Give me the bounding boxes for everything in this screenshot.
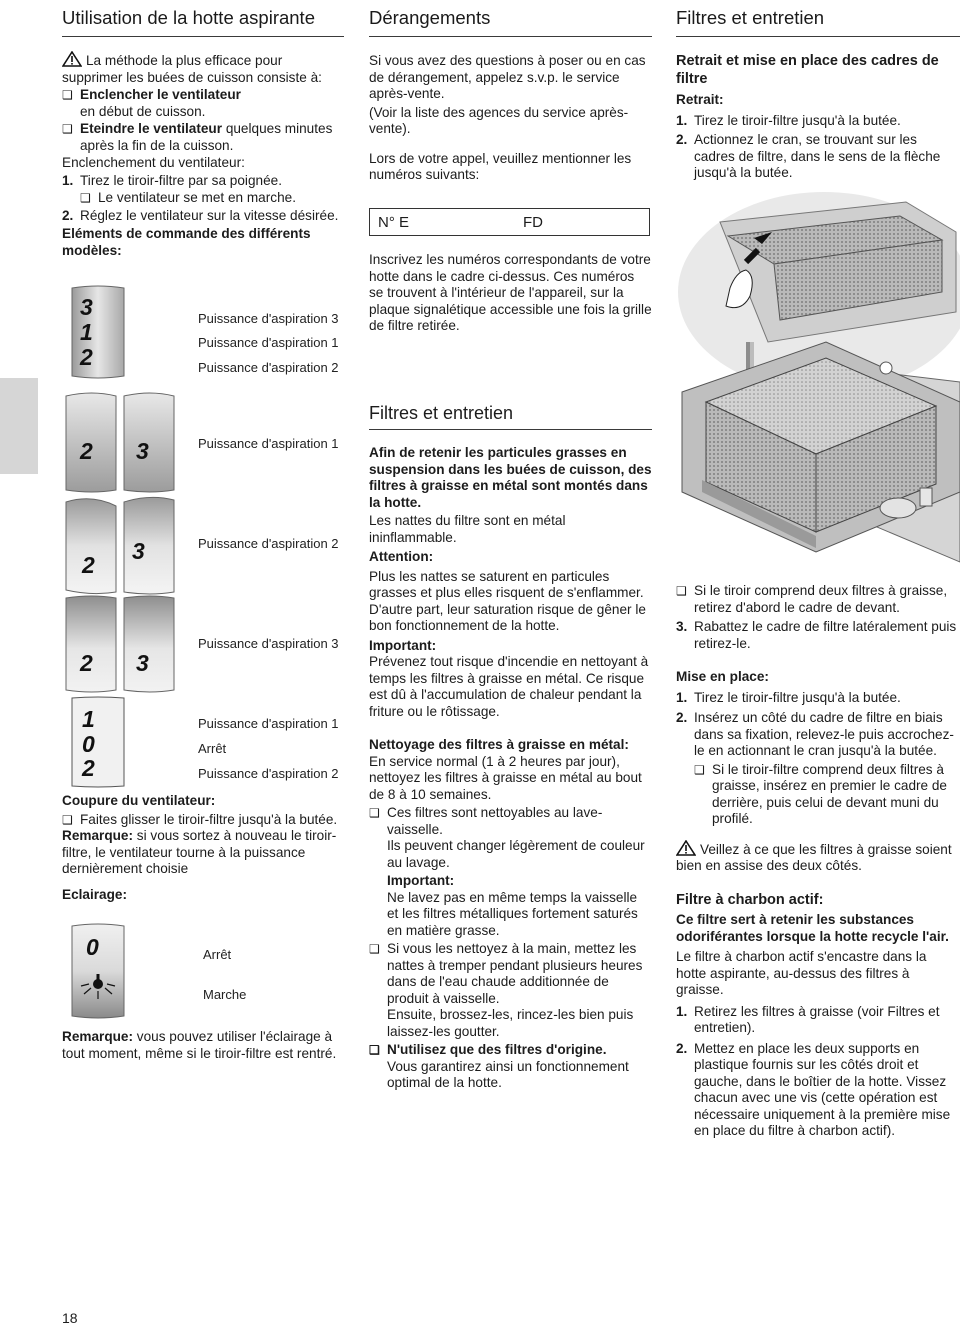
- section-title: Utilisation de la hotte aspirante: [62, 7, 315, 28]
- subheading: Coupure du ventilateur:: [62, 793, 216, 808]
- knob-label: Puissance d'aspiration 2: [198, 766, 339, 781]
- knob-graphic: [62, 494, 182, 596]
- light-switch: [66, 922, 130, 1020]
- step-2: 2. Insérez un côté du cadre de filtre en biais dans sa fixation, relevez-le puis accrochez-le en actionnant le cran jusqu'à la butée.: [676, 710, 954, 758]
- list-item: ❑ Si vous les nettoyez à la main, mettez les nattes à tremper pendant plusieurs heures dans de l'eau chaude additionnée de produit à vaisselle.: [369, 941, 652, 1007]
- warning-icon: [62, 51, 82, 67]
- page-side-tab: [0, 378, 38, 474]
- page-number: 18: [62, 1310, 78, 1326]
- subheading: Eléments de commande des différents modèles:: [62, 226, 311, 258]
- subheading: Mise en place:: [676, 669, 769, 684]
- knob-digit: 0: [86, 934, 99, 960]
- filter-removal-illustration: [676, 192, 960, 572]
- section-header: [369, 388, 652, 430]
- step-1: 1. Tirez le tiroir-filtre par sa poignée.: [62, 172, 282, 188]
- body-text: Plus les nattes se saturent en particules grasses et plus elles risquent de s'enflammer. D'autre part, leur saturation risque de gêner le bon fonctionnement de la hotte.: [369, 568, 646, 633]
- lamp-icon: [78, 972, 118, 1002]
- remark-block: [62, 1029, 344, 1062]
- step-1: 1. Retirez les filtres à graisse (voir Filtres et entretien).: [676, 1003, 940, 1035]
- knob-graphic: [66, 284, 130, 380]
- lead-text: Ce filtre sert à retenir les substances odoriférantes lorsque la hotte recycle l'air.: [676, 912, 949, 944]
- subheading: Important:: [369, 637, 437, 653]
- coupure-block: [62, 793, 344, 903]
- section-header: [676, 0, 960, 37]
- list-item: ❑ Faites glisser le tiroir-filtre jusqu'à la butée.: [62, 812, 344, 829]
- troubleshooting-block: [369, 53, 652, 184]
- warning-text: Veillez à ce que les filtres à graisse soient bien en assise des deux côtés.: [676, 841, 952, 873]
- list-item: ❑ Le ventilateur se met en marche.: [80, 190, 344, 207]
- section-title: Filtres et entretien: [369, 403, 514, 423]
- body-text: (Voir la liste des agences du service après-vente).: [369, 104, 629, 136]
- light-label: Arrêt: [203, 947, 232, 962]
- knob-graphic: [62, 594, 182, 694]
- section-title: Filtres et entretien: [676, 7, 825, 28]
- knob-digit: 2: [80, 344, 93, 370]
- serial-note-block: [369, 252, 652, 335]
- body-text: Ils peuvent changer légèrement de couleur au lavage.: [387, 838, 645, 870]
- body-text: En service normal (1 à 2 heures par jour), nettoyez les filtres à graisse en métal au bout de 8 à 10 semaines.: [369, 753, 642, 802]
- body-text: Le filtre à charbon actif s'encastre dans la hotte aspirante, au-dessus des filtres à graisse.: [676, 949, 927, 997]
- knob-digit: 1: [80, 319, 93, 345]
- subheading: Important:: [387, 873, 455, 888]
- column-usage: [62, 0, 344, 1325]
- knob-label: Puissance d'aspiration 1: [198, 436, 339, 451]
- list-item: ❑ Si le tiroir-filtre comprend deux filtres à graisse, insérez en premier le cadre de derrière, puis celui de devant muni du profilé.: [694, 762, 960, 828]
- column-troubleshooting: [369, 0, 652, 1325]
- subheading: Retrait et mise en place des cadres de filtre: [676, 53, 939, 87]
- knob-label: Puissance d'aspiration 1: [198, 335, 339, 350]
- light-label: Marche: [203, 987, 247, 1002]
- knob-label: Puissance d'aspiration 2: [198, 360, 339, 375]
- filters-block: [369, 445, 652, 1092]
- body-text: Ne lavez pas en même temps la vaisselle et les filtres métalliques fortement saturés en matière grasse.: [387, 889, 638, 938]
- control-knob-pair: [62, 594, 182, 694]
- step-2: 2. Réglez le ventilateur sur la vitesse désirée.: [62, 207, 339, 223]
- section-header: [62, 0, 344, 37]
- knob-digit: 0: [82, 731, 95, 757]
- knob-digit: 2: [82, 552, 95, 578]
- knob-label: Puissance d'aspiration 2: [198, 536, 339, 551]
- note-text: Remarque: vous pouvez utiliser l'éclairage à tout moment, même si le tiroir-filtre est rentré.: [62, 1029, 337, 1061]
- knob-label: Puissance d'aspiration 1: [198, 716, 339, 731]
- list-item: ❑ N'utilisez que des filtres d'origine.: [369, 1042, 652, 1059]
- knob-label: Arrêt: [198, 741, 227, 756]
- step-1: 1. Tirez le tiroir-filtre jusqu'à la butée.: [676, 112, 901, 128]
- serial-number-box: [369, 208, 650, 236]
- list-item: ❑ Si le tiroir comprend deux filtres à graisse, retirez d'abord le cadre de devant.: [676, 583, 960, 616]
- knob-label: Puissance d'aspiration 3: [198, 636, 339, 651]
- control-knob-pair: [62, 494, 182, 596]
- subheading: Retrait:: [676, 92, 724, 107]
- knob-graphic: [66, 696, 130, 788]
- step-2: 2. Actionnez le cran, se trouvant sur les cadres de filtre, dans le sens de la flèche jusqu'à la butée.: [676, 132, 941, 180]
- list-item: ❑ Eteindre le ventilateur quelques minutes après la fin de la cuisson.: [62, 121, 344, 154]
- body-text: Inscrivez les numéros correspondants de votre hotte dans le cadre ci-dessus. Ces numéros se trouvent à l'intérieur de l'appareil, sur la plaque signalétique accessible une fois la grille de filtre retirée.: [369, 252, 652, 333]
- intro-text: La méthode la plus efficace pour supprimer les buées de cuisson consiste à:: [62, 53, 322, 85]
- knob-digit: 2: [80, 438, 93, 464]
- body-text: Ensuite, brossez-les, rincez-les bien puis laissez-les goutter.: [387, 1007, 634, 1039]
- subheading: Attention:: [369, 549, 434, 564]
- note-text: Remarque: si vous sortez à nouveau le tiroir-filtre, le ventilateur tourne à la puissance dernièrement choisie: [62, 828, 337, 876]
- body-text: Prévenez tout risque d'incendie en nettoyant à temps les filtres à graisse en métal. Ce risque est dû à l'accumulation de chaleur pendant la friture ou le rôtissage.: [369, 654, 649, 719]
- knob-digit: 2: [80, 650, 93, 676]
- list-item: ❑ Ces filtres sont nettoyables au lave-vaisselle.: [369, 805, 652, 838]
- ne-label: N° E: [378, 214, 410, 231]
- body-text: Vous garantirez ainsi un fonctionnement optimal de la hotte.: [387, 1058, 629, 1090]
- step-3: 3. Rabattez le cadre de filtre latéralement puis retirez-le.: [676, 619, 957, 651]
- body-text: Les nattes du filtre sont en métal ininflammable.: [369, 513, 566, 545]
- lead-text: Afin de retenir les particules grasses en suspension dans les buées de cuisson, des filtres à graisse en métal sont montés dans la hotte.: [369, 445, 652, 510]
- control-knob-1-0-2: [66, 696, 130, 788]
- knob-digit: 2: [82, 755, 95, 781]
- section-title: Dérangements: [369, 7, 491, 28]
- list-item: ❑ Enclencher le ventilateur en début de cuisson.: [62, 87, 344, 120]
- knob-label: Puissance d'aspiration 3: [198, 311, 339, 326]
- control-knob-3-1-2: [66, 284, 130, 380]
- knob-digit: 3: [80, 294, 93, 320]
- control-knob-pair: [62, 390, 182, 494]
- knob-digit: 3: [136, 650, 149, 676]
- subheading: Enclenchement du ventilateur:: [62, 155, 245, 170]
- subheading: Nettoyage des filtres à graisse en métal:: [369, 737, 629, 752]
- body-text: Si vous avez des questions à poser ou en cas de dérangement, appelez s.v.p. le service après-vente.: [369, 53, 646, 101]
- subheading: Eclairage:: [62, 886, 127, 902]
- warning-icon: [676, 840, 696, 856]
- knob-digit: 1: [82, 706, 95, 732]
- fd-label: FD: [523, 214, 543, 231]
- mise-en-place-block: [676, 583, 960, 1140]
- step-1: 1. Tirez le tiroir-filtre jusqu'à la butée.: [676, 689, 901, 705]
- section-header: [369, 0, 652, 37]
- retrait-block: [676, 52, 960, 182]
- step-2: 2. Mettez en place les deux supports en plastique fournis sur les côtés droit et gauche, dans le boîtier de la hotte. Vissez chacun avec une vis (cette opération est nécessaire uniquement à la première mise en place du filtre à charbon actif).: [676, 1040, 951, 1138]
- knob-digit: 3: [136, 438, 149, 464]
- subheading: Filtre à charbon actif:: [676, 891, 824, 908]
- usage-intro-block: [62, 51, 344, 259]
- body-text: Lors de votre appel, veuillez mentionner les numéros suivants:: [369, 150, 632, 182]
- column-filters: [676, 0, 960, 1325]
- knob-digit: 3: [132, 538, 145, 564]
